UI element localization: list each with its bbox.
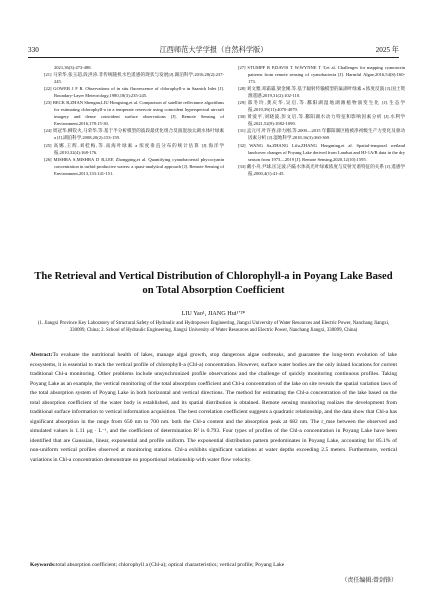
keywords xyxy=(30,561,397,571)
journal-name: 江西师范大学学报（自然科学版） xyxy=(159,46,268,54)
references-left-column xyxy=(44,64,224,177)
header-year: 2025 年 xyxy=(375,46,399,54)
reference-item: [22] GOWER J F R. Observations of in situ fluorescence of chlorophyll-a in Saanich Inlet [J]. Boundary-Layer Meteorology,1980,18(3):235-245. xyxy=(44,86,224,99)
reference-item: [26] MISHRA S,MISHRA D R,LEE Zhongping,et al. Quantifying cyanobacterial phycocyanin concentration in turbid productive waters: a quasi-analytical approach [J]. Remote Sensing of Environment,2013,133:141-151. xyxy=(44,156,224,176)
reference-item: [21] 马荣华,张玉超,段洪涛.非传统随机水色遥感的现状与发展[J].湖泊科学,2016,28(2):237-245. xyxy=(44,72,224,85)
page-number: 330 xyxy=(28,46,39,54)
reference-item: [33] 戴小舟,尹球,匡定波.内陆水体高光叶绿素浓度与反射光谱特征的关系 [J].遥感学报,2000,4(1):41-45. xyxy=(238,163,405,176)
references-right-column xyxy=(238,64,405,177)
authors: LIU Yao¹, JIANG Hui¹ʼ²* xyxy=(181,310,246,317)
abstract xyxy=(30,351,397,466)
reference-item: 2021,36(3):473-488. xyxy=(54,65,92,70)
running-header xyxy=(28,44,399,56)
reference-item: [32] WANG Sa,ZHANG Lifu,ZHANG Hongming,et al. Spatial-temporal wetland landcover changes of Poyang Lake derived from Landsat and HJ-1A/B data in the dry season from 1973—2019 [J]. Remote Sensing,2020,12(10):1595. xyxy=(238,142,405,162)
reference-item: [25] 高娜,王辉,刘桂梅,等.南海叶绿素 a 浓度垂直分布的统计估算 [J].海洋学报,2010,32(4):168-176. xyxy=(44,142,224,155)
abstract-label: Abstract: xyxy=(30,352,53,358)
reference-item: [29] 邵冬玲,龚庆华,吴启,等.鄱阳湖湿地湖滩植物演变生化 [J].生态学报,2019,39(11):4070-4079. xyxy=(238,100,405,113)
reference-item: [31] 孟元可,叶许春,徐力刚,等.2000—2015 年鄱阳湖区植被净初级生产力变化及驱动因素分析 [J].湿地科学,2018,16(3):360-369. xyxy=(238,128,405,141)
abstract-text: To evaluate the nutritional health of lakes, manage algal growth, stop dangerous algae outbreaks, and guarantee the long-term evolution of lake ecosystems, it is essential to track the vertical profile of chlorophyll-a (Chl-a) concentration. However, surface water bodies are the only inland locations for current traditional Chl-a monitoring. Other problems include unsynchronized profile observations and the challenge of quickly monitoring continuous profiles. Taking Poyang Lake as an example, the vertical monitoring of the total absorption coefficient and Chl-a concentration of the lake on site reveals the spatial variation laws of the total absorption system of Poyang Lake in both horizontal and vertical directions. The method for estimating the Chl-a concentration of the lake based on the total absorption coefficient of the water body is established, and its spatial distribution is obtained. Remote sensing monitoring realizes the development from traditional surface information to vertical information acquisition. The best correlation coefficient suggests a quadratic relationship, and the data show that Chl-a has significant absorption in the range from 650 nm to 700 nm. both the Chl-a content and the absorption peak at 682 nm. The r_mse between the observed and simulated values is 1.11 μg · L⁻¹, and the coefficient of determination R² is 0.793. Four types of profiles of the Chl-a concentration in Poyang Lake have been identified that are Gaussian, linear, exponential and profile uniform. The exponential distribution pattern predominates in Poyang Lake, accounting for 85.1% of non-uniform vertical profiles observed at monitoring stations. Chl-a exhibits significant variations at water depths exceeding 2.5 meters. Furthermore, vertical variations in Chl-a concentration demonstrate no proportional relationship with water flow velocity. xyxy=(30,352,397,464)
reference-item: [30] 黄爱平,刘晓波,彭文启,等.鄱阳湖水动力特征和影响因素分析 [J].水利学报,2021,52(9):1082-1090. xyxy=(238,114,405,127)
affiliation: (1. Jiangxi Province Key Laboratory of Structural Safety of Hydraulic and Hydropower Engineering, Jiangxi University of Water Resources and Electric Power, Nanchang Jiangxi, 330099, China; 2. School of Hydraulic Engineering, Jiangxi University of Water Resources and Electric Power, Nanchang Jiangxi, 330099, China) xyxy=(37,321,390,334)
reference-item: [28] 刘文雅,邓霜霜,梁金刚,等.基于辐射传输模型的巢湖叶绿素 a 浓度反演 [J].国土资源遥感,2019,31(2):102-110. xyxy=(238,86,405,99)
reference-item: [27] STUMPF R P,DAVIS T W,WYNNE T T,et al. Challenges for mapping cyanotoxin patterns from remote sensing of cyanobacteria [J]. Harmful Algae,2016,54(S):160-173. xyxy=(238,65,405,85)
reference-item: [23] BECK R,ZHAN Shengan,LIU Hongxing,et al. Comparison of satellite reflectance algorithms for estimating chlorophyll-a in a temperate reservoir using coincident hyperspectral aircraft imagery and dense coincident surface observations [J]. Remote Sensing of Environment,2016,178:15-30. xyxy=(44,100,224,127)
keywords-label: Keywords: xyxy=(30,562,56,568)
english-title: The Retrieval and Vertical Distribution of Chlorophyll-a in Poyang Lake Based on Total Absorption Coefficient xyxy=(34,271,393,296)
header-rule xyxy=(28,57,399,58)
reference-item: [24] 周冠华,柳钦火,马荣华,等.基于半分析模型的波段最优化组合反演混浊太湖水体叶绿素 a [J].湖泊科学,2008,20(2):153-159. xyxy=(44,128,224,141)
responsible-editor: （责任编辑:曾剑锋） xyxy=(341,578,397,584)
keywords-text: total absorption coefficient; chlorophyll a (Chl-a); optical characteristics; vertical profile; Poyang Lake xyxy=(55,562,285,568)
